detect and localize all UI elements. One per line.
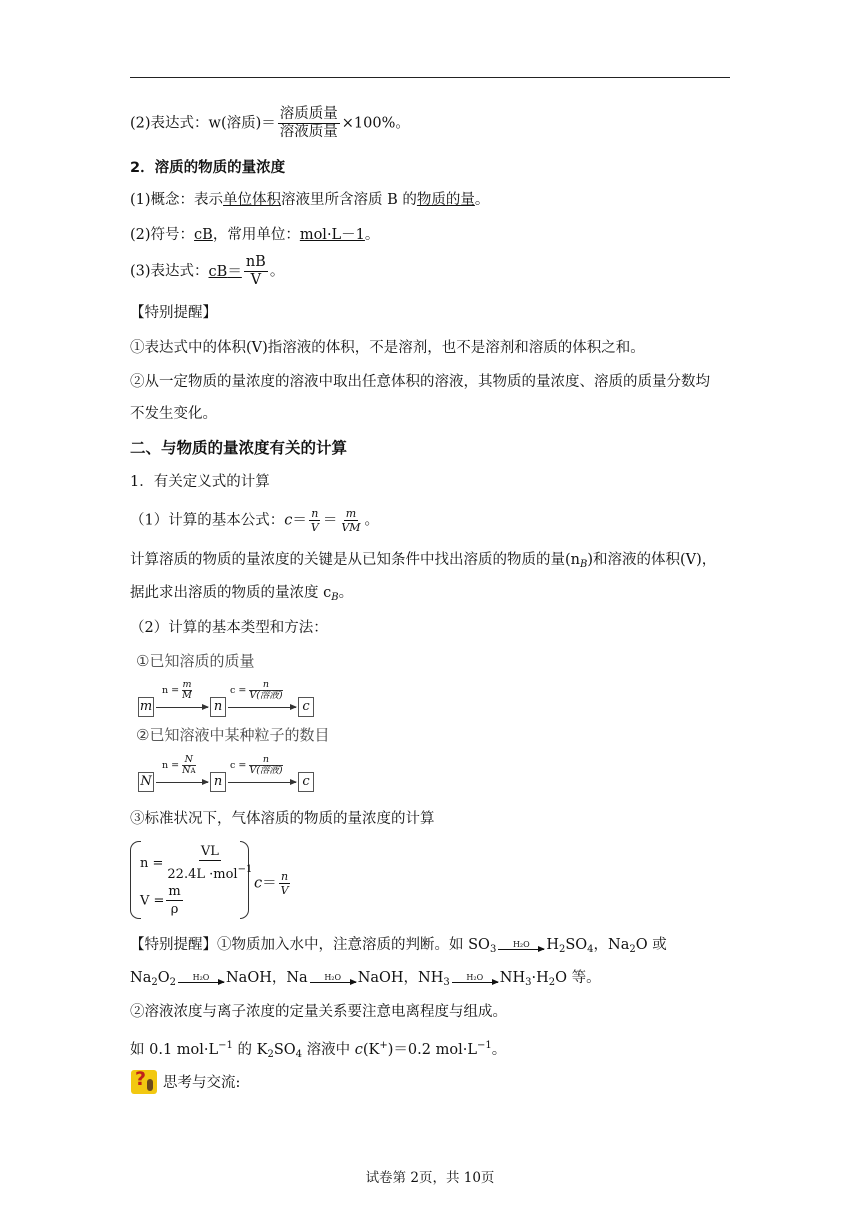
flow-box-m: m xyxy=(138,697,154,717)
calc-1-heading: 1．有关定义式的计算 xyxy=(130,474,270,490)
example-line: 如 0.1 $mol\cdot L^{-1}$ 的 $K_2SO_4$ 溶液中 c(K+)＝0.2 $mol\cdot L^{-1}$。 xyxy=(130,1040,507,1060)
key-line-1: 计算溶质的物质的量浓度的关键是从已知条件中找出溶质的物质的量$(n_B)$和溶液的体积(V)， xyxy=(130,552,717,570)
flow-particles-title: ②已知溶液中某种粒子的数目 xyxy=(136,726,330,744)
arrow-m-to-n xyxy=(156,707,208,708)
key-line-2: 据此求出溶质的物质的量浓度 $c_B$。 xyxy=(130,585,354,603)
concentration-expression: (3)表达式：cB＝ $\frac{nB}{V}$ 。 xyxy=(130,254,285,288)
flow-mass-title: ①已知溶质的质量 xyxy=(136,652,255,670)
calc-types-heading: （2）计算的基本类型和方法： xyxy=(130,620,328,636)
section-2-heading: 2．溶质的物质的量浓度 xyxy=(130,160,286,176)
flow-box-N: N xyxy=(138,772,154,792)
gas-n-equation: n = $\frac{VL}{22.4L \cdot mol^{-1}}$ xyxy=(140,844,253,882)
label-c-n-over-v: c = n V(溶液) xyxy=(230,679,283,701)
tip-1-title: 【特别提醒】 xyxy=(130,305,217,321)
tip-2-line-1: 【特别提醒】①物质加入水中，注意溶质的判断。如 $SO_3$ H₂O $H_2SO_4$，$Na_2O$ 或 xyxy=(130,937,667,955)
arrow-n-to-c xyxy=(228,707,296,708)
page-footer: 试卷第 2页，共 10页 xyxy=(365,1170,495,1186)
think-label: 思考与交流: xyxy=(163,1075,241,1091)
tip-2-line-2: $Na_2O_2$ H₂O NaOH，Na H₂O NaOH，$NH_3$ H₂O $NH_3\cdot H_2O$ 等。 xyxy=(130,970,601,988)
think-icon xyxy=(131,1070,157,1094)
mass-fraction-expression: (2)表达式：w(溶质)＝ $\frac{\text{溶质质量}}{\text{溶液质量}}$ ×100%。 xyxy=(130,106,410,140)
tip-1-item-2b: 不发生变化。 xyxy=(130,406,217,422)
nb-over-v-frac: $\frac{nB}{V}$ xyxy=(245,254,266,288)
label-n-N-over-NA: n = $\frac{N}{NA}$ xyxy=(162,754,196,776)
section-ii-heading: 二、与物质的量浓度有关的计算 xyxy=(130,439,348,457)
mass-fraction-frac: $\frac{\text{溶质质量}}{\text{溶液质量}}$ xyxy=(279,106,338,140)
tip-1-item-2a: ②从一定物质的量浓度的溶液中取出任意体积的溶液，其物质的量浓度、溶质的质量分数均 xyxy=(130,374,710,390)
label2-c-n-over-v: c = n V(溶液) xyxy=(230,754,283,776)
gas-v-equation: V = $\frac{m}{\rho}$ xyxy=(140,884,181,917)
symbol-line: (2)符号：cB，常用单位：mol·L－1。 xyxy=(130,227,380,243)
flow-box-n: n xyxy=(210,697,226,717)
gas-c-result: c＝ $\frac{n}{V}$ xyxy=(254,870,289,897)
tip-2-item-2: ②溶液浓度与离子浓度的定量关系要注意电离程度与组成。 xyxy=(130,1004,507,1020)
header-rule xyxy=(130,77,730,78)
tip-1-item-1: ①表达式中的体积(V)指溶液的体积，不是溶剂，也不是溶剂和溶质的体积之和。 xyxy=(130,340,645,356)
arrow2-n-to-c xyxy=(228,782,296,783)
flow2-box-n: n xyxy=(210,772,226,792)
flow2-box-c: c xyxy=(298,772,314,792)
flow-particles xyxy=(136,724,329,745)
gas-calc-heading: ③标准状况下，气体溶质的物质的量浓度的计算 xyxy=(130,811,435,827)
label-n-m-over-m: n = $\frac{m}{M}$ xyxy=(162,679,192,701)
flow-mass xyxy=(136,650,254,671)
basic-formula: （1）计算的基本公式：c＝ $\frac{n}{V}$ ＝ $\frac{m}{VM}$ 。 xyxy=(130,507,380,534)
flow-box-c: c xyxy=(298,697,314,717)
arrow-N-to-n xyxy=(156,782,208,783)
concept-line: (1)概念：表示单位体积溶液里所含溶质 B 的物质的量。 xyxy=(130,192,490,208)
